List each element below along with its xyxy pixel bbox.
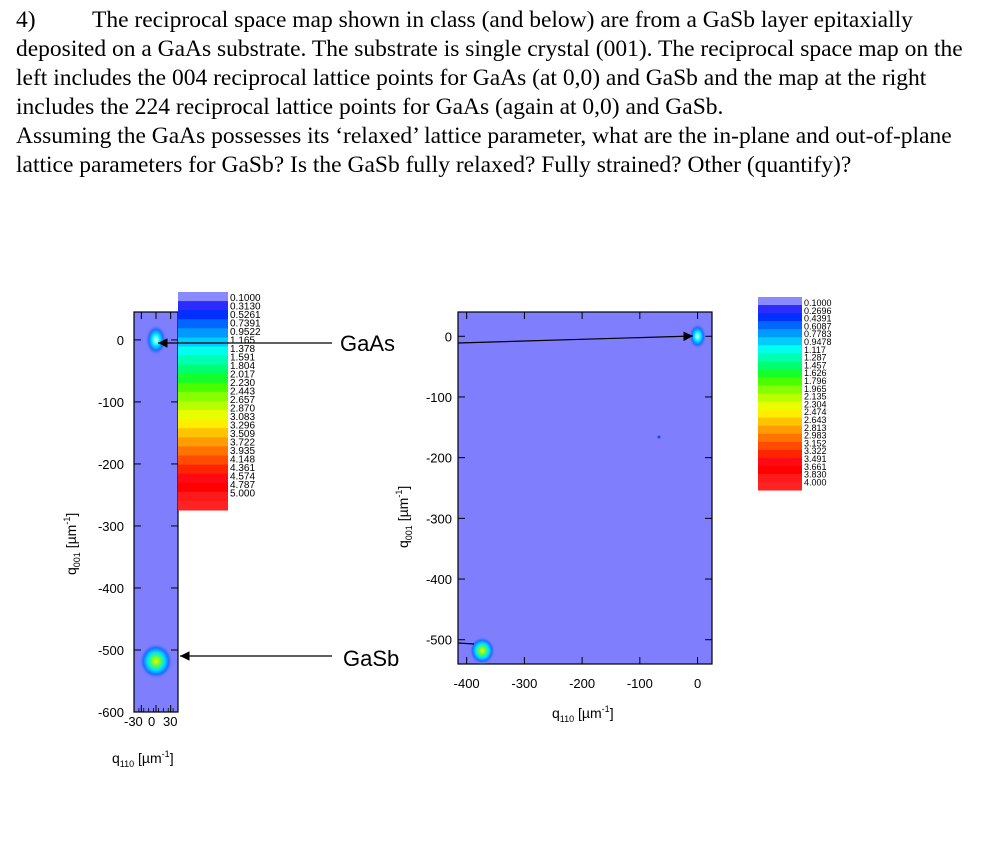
x-tick-label-3: -100 [626, 676, 653, 691]
colorbar-swatch [758, 361, 802, 370]
colorbar-swatch [178, 301, 228, 311]
colorbar-swatch [178, 401, 228, 411]
x-tick-label-0: -400 [453, 676, 480, 691]
colorbar-label: 1.165 [230, 335, 256, 347]
colorbar-swatch [178, 446, 228, 456]
colorbar-label: 2.135 [804, 391, 827, 402]
right-reciprocal-map [394, 312, 712, 724]
colorbar-swatch [758, 297, 802, 306]
y-tick-label-3: -300 [425, 511, 452, 527]
y-tick-label-4: -400 [97, 580, 124, 596]
colorbar-label: 0.7391 [230, 318, 261, 330]
colorbar-label: 0.9522 [230, 327, 261, 338]
colorbar-swatch [758, 442, 802, 451]
colorbar-swatch [758, 482, 802, 491]
question-number: 4) [16, 7, 36, 33]
colorbar-swatch [758, 434, 802, 443]
colorbar-label: 0.6087 [804, 321, 832, 332]
left-map-x-tick-label-30: 30 [163, 714, 178, 729]
colorbar-label: 1.378 [230, 344, 256, 355]
colorbar-label: 4.000 [804, 477, 827, 488]
y-tick-label-0: 0 [116, 332, 124, 348]
colorbar-swatch [178, 319, 228, 329]
colorbar-swatch [178, 437, 228, 447]
colorbar-swatch [758, 410, 802, 419]
colorbar-label: 3.491 [804, 454, 827, 464]
y-tick-label-0: 0 [444, 329, 452, 345]
colorbar-label: 0.7783 [804, 329, 832, 340]
colorbar-label: 4.787 [230, 480, 256, 491]
right-map-frame [458, 312, 712, 664]
colorbar-swatch [178, 465, 228, 475]
colorbar-swatch [178, 483, 228, 493]
colorbar-swatch [178, 328, 228, 338]
colorbar-label: 3.935 [230, 446, 256, 457]
y-tick-label-2: -200 [97, 456, 124, 472]
colorbar-label: 3.296 [230, 420, 256, 432]
colorbar-label: 0.5261 [230, 310, 261, 321]
colorbar-label: 1.796 [804, 376, 827, 386]
colorbar-swatch [758, 321, 802, 330]
left-map-y-axis-title: $q_{001}$ [µm$^{-1}$] [62, 512, 82, 575]
colorbar-swatch [178, 383, 228, 393]
colorbar-label: 2.813 [804, 422, 827, 433]
colorbar-label: 2.474 [804, 407, 827, 418]
colorbar-swatch [758, 450, 802, 459]
colorbar-label: 2.230 [230, 378, 256, 389]
colorbar-label: 3.509 [230, 429, 256, 440]
colorbar-label: 2.643 [804, 415, 827, 425]
left-map-x-axis-title: $q_{110}$ [µm$^{-1}$] [112, 749, 174, 769]
left-map-x-tick-label-0: 0 [148, 714, 156, 729]
right-map-x-axis-title: $q_{110}$ [µm$^{-1}$] [552, 704, 614, 724]
colorbar-swatch [758, 329, 802, 338]
colorbar-swatch [758, 402, 802, 411]
colorbar-label: 2.657 [230, 395, 256, 406]
gasb-label: GaSb [343, 646, 400, 671]
colorbar-swatch [178, 419, 228, 429]
y-tick-label-4: -400 [425, 572, 452, 588]
y-tick-label-5: -500 [97, 642, 124, 658]
peak-gasb [139, 643, 173, 679]
colorbar-label: 2.443 [230, 386, 256, 398]
colorbar-swatch [758, 394, 802, 403]
colorbar-swatch [758, 337, 802, 346]
colorbar-label: 0.2696 [804, 305, 832, 316]
gaas-label: GaAs [340, 331, 396, 356]
colorbar-label: 2.304 [804, 399, 827, 410]
colorbar-swatch [178, 392, 228, 402]
colorbar-swatch [178, 356, 228, 366]
question-paragraph-2: Assuming the GaAs possesses its ‘relaxed’ lattice parameter, what are the in-plane and out-of-plane lattice parameters for GaSb? Is the GaSb fully relaxed? Fully strained? Other (quantify)? [16, 123, 952, 178]
x-tick-label-2: -200 [569, 676, 596, 691]
colorbar-label: 0.1000 [804, 298, 832, 308]
left-reciprocal-map [62, 312, 178, 769]
colorbar-label: 0.1000 [230, 293, 261, 304]
colorbar-swatch [178, 374, 228, 384]
colorbar-label: 1.591 [230, 352, 256, 364]
colorbar-label: 5.000 [230, 488, 256, 500]
colorbar-label: 1.626 [804, 368, 827, 379]
colorbar-swatch [758, 305, 802, 314]
colorbar-swatch [178, 347, 228, 357]
colorbar-swatch [178, 474, 228, 484]
colorbar-swatch [178, 492, 228, 502]
peak-gaas [145, 324, 167, 356]
colorbar-label: 0.3130 [230, 301, 261, 313]
right-map-y-axis-title: $q_{001}$ [µm$^{-1}$] [394, 485, 414, 548]
colorbar-label: 3.152 [804, 438, 827, 449]
colorbar-swatch [178, 337, 228, 347]
y-tick-label-1: -100 [425, 389, 452, 405]
colorbar-label: 0.9478 [804, 337, 832, 347]
left-map-x-tick-labels: -30 [124, 714, 143, 729]
y-tick-label-1: -100 [97, 394, 124, 410]
colorbar-swatch [178, 365, 228, 375]
x-tick-label-4: 0 [693, 676, 702, 691]
right-colorbar-swatches [758, 297, 802, 491]
y-tick-label-3: -300 [97, 518, 124, 534]
peak-gasb [469, 637, 495, 665]
colorbar-label: 1.457 [804, 360, 827, 371]
colorbar-swatch [758, 369, 802, 378]
y-tick-label-2: -200 [425, 450, 452, 466]
right-colorbar-labels [804, 298, 832, 487]
colorbar-swatch [178, 310, 228, 320]
colorbar-swatch [758, 426, 802, 435]
right-map-noise-dot [658, 436, 661, 439]
colorbar-label: 3.830 [804, 469, 827, 480]
colorbar-swatch [758, 418, 802, 427]
colorbar-swatch [758, 474, 802, 483]
colorbar-label: 4.361 [230, 463, 256, 474]
colorbar-label: 1.965 [804, 383, 827, 394]
left-colorbar [178, 292, 261, 511]
colorbar-label: 1.287 [804, 352, 827, 363]
colorbar-label: 4.574 [230, 471, 256, 483]
colorbar-swatch [758, 313, 802, 322]
colorbar-swatch [758, 466, 802, 475]
colorbar-label: 0.4391 [804, 313, 832, 324]
colorbar-swatch [758, 377, 802, 386]
colorbar-swatch [178, 428, 228, 438]
question-body: The reciprocal space map shown in class (and below) are from a GaSb layer epitaxially deposited on a GaAs substrate. The substrate is single crystal (001). The reciprocal space map on the left includes the 004 reciprocal lattice points for GaAs (at 0,0) and GaSb and the map at the right includes the 224 reciprocal lattice points for GaAs (again at 0,0) and GaSb. [16, 7, 963, 120]
left-colorbar-labels [230, 293, 261, 500]
colorbar-label: 2.870 [230, 403, 256, 415]
colorbar-label: 2.017 [230, 369, 256, 381]
colorbar-swatch [758, 345, 802, 354]
colorbar-label: 1.804 [230, 361, 256, 372]
colorbar-swatch [758, 353, 802, 362]
colorbar-swatch [758, 458, 802, 467]
y-tick-label-5: -500 [425, 632, 452, 648]
colorbar-swatch [758, 385, 802, 394]
right-colorbar [758, 297, 832, 491]
left-colorbar-swatches [178, 292, 228, 511]
colorbar-label: 3.083 [230, 412, 256, 423]
colorbar-label: 1.117 [804, 344, 826, 355]
colorbar-label: 3.661 [804, 461, 827, 472]
y-tick-label-6: -600 [97, 705, 124, 720]
colorbar-swatch [178, 501, 228, 511]
colorbar-label: 2.983 [804, 430, 827, 441]
colorbar-label: 4.148 [230, 454, 256, 466]
x-tick-label-1: -300 [511, 676, 538, 691]
colorbar-swatch [178, 410, 228, 420]
colorbar-label: 3.722 [230, 437, 256, 449]
colorbar-swatch [178, 292, 228, 302]
colorbar-swatch [178, 456, 228, 466]
colorbar-label: 3.322 [804, 446, 827, 457]
